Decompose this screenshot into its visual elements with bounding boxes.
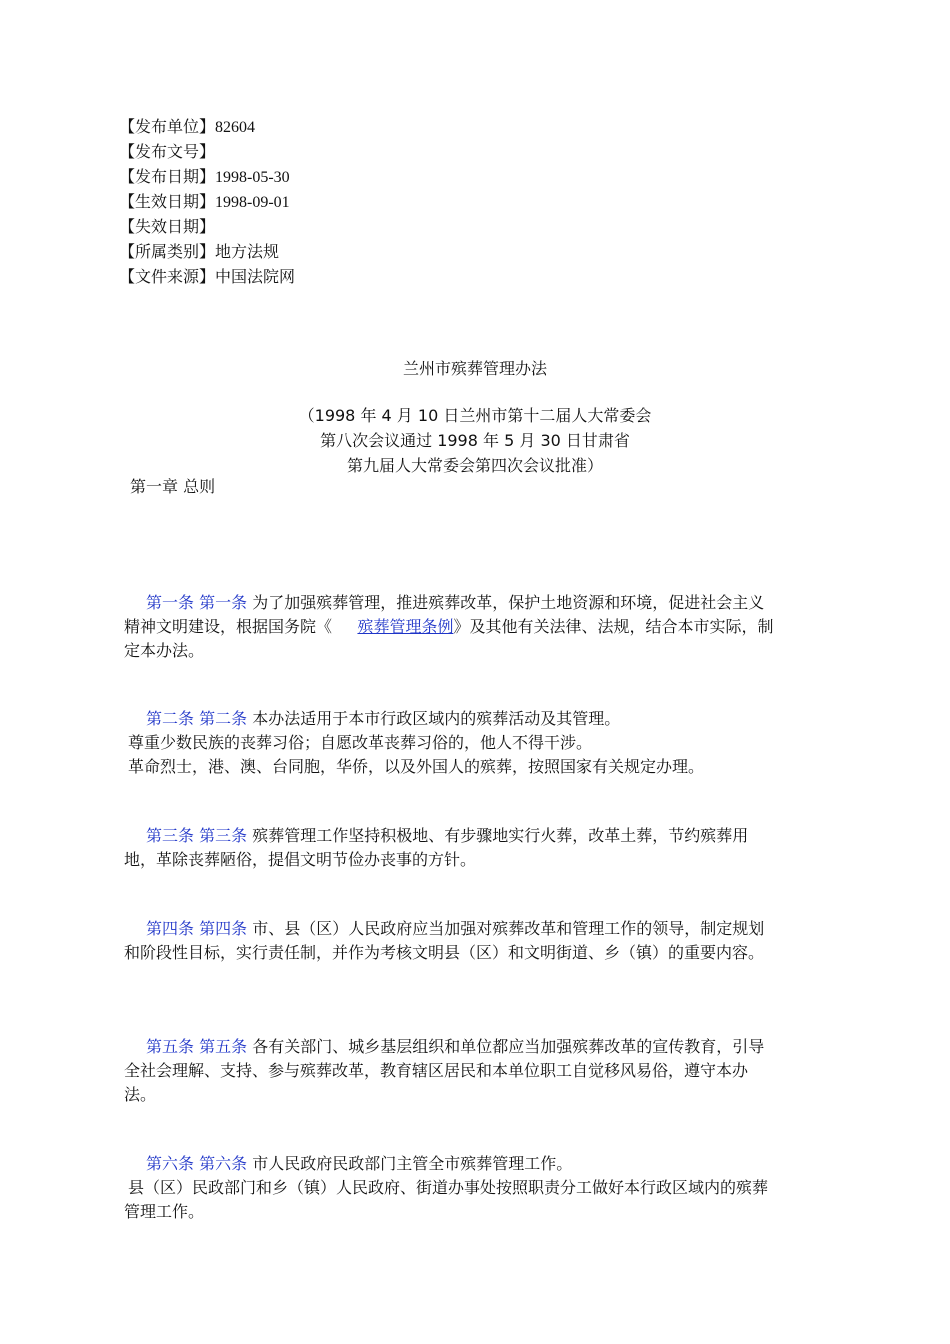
article-line: 和阶段性目标，实行责任制，并作为考核文明县（区）和文明街道、乡（镇）的重要内容。 [124,943,765,962]
article-line [124,824,836,848]
article-1 [124,591,836,663]
article-number-link[interactable]: 第二条 [146,709,195,728]
article-line [124,1035,836,1059]
article-line: 定本办法。 [124,641,205,660]
article-number-link[interactable]: 第五条 [199,1037,248,1056]
article-line: 法。 [124,1085,157,1104]
meta-category [119,239,295,264]
article-number-link[interactable]: 第三条 [199,826,248,845]
meta-effective-date [119,189,295,214]
meta-label: 【发布单位】 [119,117,216,136]
article-number-link[interactable]: 第一条 [146,593,195,612]
chapter-heading: 第一章 总则 [130,477,216,496]
article-line: 革命烈士，港、澳、台同胞，华侨，以及外国人的殡葬，按照国家有关规定办理。 [128,757,705,776]
article-line [124,615,836,639]
article-text: 市人民政府民政部门主管全市殡葬管理工作。 [252,1154,573,1173]
article-line: 县（区）民政部门和乡（镇）人民政府、街道办事处按照职责分工做好本行政区域内的殡葬 [128,1178,769,1197]
meta-publish-date [119,164,295,189]
document-subtitle [0,403,950,478]
article-number-link[interactable]: 第五条 [146,1037,195,1056]
meta-label: 【失效日期】 [119,217,216,236]
article-5 [124,1035,836,1107]
meta-label: 【所属类别】 [119,242,216,261]
article-text: 精神文明建设，根据国务院《 [124,617,333,636]
subtitle-line: 第九届人大常委会第四次会议批准） [346,456,603,475]
meta-value: 82604 [215,119,256,136]
regulation-link[interactable]: 殡葬管理条例 [357,617,454,636]
meta-label: 【文件来源】 [119,267,216,286]
article-number-link[interactable]: 第六条 [146,1154,195,1173]
article-4 [124,917,836,965]
article-text: 本办法适用于本市行政区域内的殡葬活动及其管理。 [252,709,621,728]
meta-label: 【发布日期】 [119,167,216,186]
meta-source [119,264,295,289]
article-text: 各有关部门、城乡基层组织和单位都应当加强殡葬改革的宣传教育，引导 [252,1037,765,1056]
article-line: 尊重少数民族的丧葬习俗；自愿改革丧葬习俗的，他人不得干涉。 [128,733,593,752]
article-3 [124,824,836,872]
article-6 [124,1152,836,1224]
article-number-link[interactable]: 第六条 [199,1154,248,1173]
meta-value: 1998-09-01 [215,194,290,211]
article-line [124,591,836,615]
article-number-link[interactable]: 第一条 [199,593,248,612]
meta-value: 1998-05-30 [215,169,290,186]
article-line [124,707,836,731]
article-line: 地，革除丧葬陋俗，提倡文明节俭办丧事的方针。 [124,850,477,869]
meta-publisher [119,114,295,139]
article-text: 市、县（区）人民政府应当加强对殡葬改革和管理工作的领导，制定规划 [252,919,765,938]
article-number-link[interactable]: 第三条 [146,826,195,845]
meta-expiry-date [119,214,295,239]
meta-label: 【发布文号】 [119,142,216,161]
meta-label: 【生效日期】 [119,192,216,211]
article-number-link[interactable]: 第四条 [199,919,248,938]
article-line: 管理工作。 [124,1202,205,1221]
subtitle-line: 第八次会议通过 1998 年 5 月 30 日甘肃省 [320,431,630,450]
meta-doc-number [119,139,295,164]
article-text: 》及其他有关法律、法规，结合本市实际，制 [453,617,774,636]
document-metadata [119,114,295,289]
meta-value: 地方法规 [215,242,280,261]
article-number-link[interactable]: 第四条 [146,919,195,938]
document-title: 兰州市殡葬管理办法 [402,359,547,378]
subtitle-line: （1998 年 4 月 10 日兰州市第十二届人大常委会 [298,406,652,425]
article-number-link[interactable]: 第二条 [199,709,248,728]
article-2 [124,707,836,779]
article-text: 为了加强殡葬管理，推进殡葬改革，保护土地资源和环境，促进社会主义 [252,593,765,612]
article-line [124,917,836,941]
meta-value: 中国法院网 [215,267,296,286]
article-line: 全社会理解、支持、参与殡葬改革，教育辖区居民和本单位职工自觉移风易俗，遵守本办 [124,1061,749,1080]
article-text: 殡葬管理工作坚持积极地、有步骤地实行火葬，改革土葬，节约殡葬用 [252,826,749,845]
article-line [124,1152,836,1176]
